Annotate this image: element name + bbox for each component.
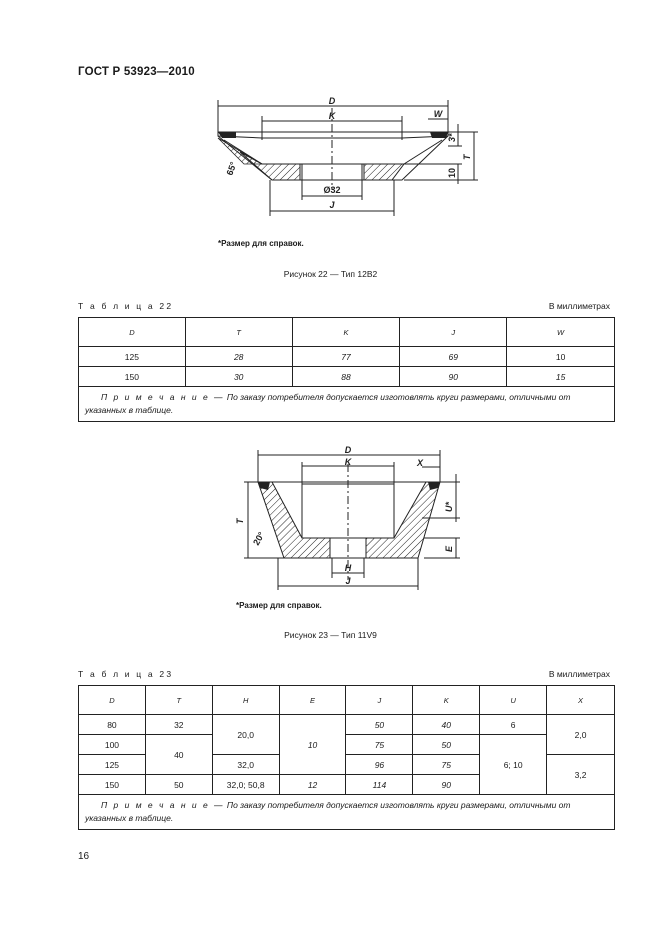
- cell: 50: [145, 775, 212, 795]
- dim-K-label: K: [344, 457, 352, 467]
- table-22-units: В миллиметрах: [548, 301, 610, 311]
- dim-U-label: U*: [444, 501, 454, 512]
- header-E: E: [279, 686, 346, 715]
- table-22: [78, 317, 615, 422]
- table-row: [79, 367, 615, 387]
- cell: 32,0: [212, 755, 279, 775]
- table-23-label: Т а б л и ц а 23: [78, 669, 174, 679]
- note-text: По заказу потребителя допускается изготовлять круги размерами, отличными от указанных в таблице.: [85, 392, 571, 415]
- cell: 30: [185, 367, 292, 387]
- cell: 150: [79, 775, 146, 795]
- page-number: 16: [78, 851, 90, 862]
- header-K: K: [292, 318, 400, 347]
- cell: 114: [346, 775, 413, 795]
- figure-22-drawing: [200, 88, 500, 258]
- dim-X-label: X: [416, 458, 424, 468]
- cell: 10: [279, 715, 346, 775]
- table-23-units: В миллиметрах: [548, 669, 610, 679]
- cell: 69: [400, 347, 507, 367]
- header-T: T: [185, 318, 292, 347]
- figure-23-caption: Рисунок 23 — Тип 11V9: [284, 630, 377, 640]
- cell: 6; 10: [480, 735, 547, 795]
- cell: 10: [507, 347, 615, 367]
- figure-23-footnote: *Размер для справок.: [236, 601, 322, 610]
- header-T: T: [145, 686, 212, 715]
- cell: 96: [346, 755, 413, 775]
- cell: 15: [507, 367, 615, 387]
- cell: 75: [346, 735, 413, 755]
- cell: 88: [292, 367, 400, 387]
- table-22-note-row: [79, 387, 615, 422]
- table-row: [79, 347, 615, 367]
- header-U: U: [480, 686, 547, 715]
- table-23: [78, 685, 615, 830]
- dim-J-label: J: [345, 576, 351, 586]
- cell: 150: [79, 367, 186, 387]
- dim-E-label: E: [444, 545, 454, 552]
- cell: 90: [413, 775, 480, 795]
- cell: 28: [185, 347, 292, 367]
- header-X: X: [547, 686, 615, 715]
- header-J: J: [400, 318, 507, 347]
- header-D: D: [79, 686, 146, 715]
- cell: 80: [79, 715, 146, 735]
- header-J: J: [346, 686, 413, 715]
- cell: 12: [279, 775, 346, 795]
- dim-K-label: K: [328, 111, 336, 121]
- dim-U-label: 3*: [447, 133, 457, 142]
- note-prefix: П р и м е ч а н и е —: [101, 800, 225, 810]
- angle-label: 20°: [251, 530, 267, 547]
- dim-J-label: J: [329, 200, 335, 210]
- table-22-note: [79, 387, 615, 422]
- cell: 40: [145, 735, 212, 775]
- figure-23-drawing: [225, 440, 475, 615]
- table-22-label: Т а б л и ц а 22: [78, 301, 174, 311]
- cell: 50: [346, 715, 413, 735]
- cell: 32: [145, 715, 212, 735]
- cell: 6: [480, 715, 547, 735]
- dim-T-label: T: [235, 518, 245, 524]
- dim-T-label: T: [462, 154, 472, 160]
- cell: 2,0: [547, 715, 615, 755]
- dim-W-label: W: [433, 109, 443, 119]
- document-header: ГОСТ Р 53923—2010: [78, 66, 195, 78]
- table-row: [79, 715, 615, 735]
- table-row: [79, 735, 615, 755]
- cell: 3,2: [547, 755, 615, 795]
- table-23-note: [79, 795, 615, 830]
- angle-label: 65°: [224, 160, 239, 177]
- bore-label: Ø32: [323, 185, 341, 195]
- cell: 50: [413, 735, 480, 755]
- header-W: W: [507, 318, 615, 347]
- header-H: H: [212, 686, 279, 715]
- dim-D-label: D: [344, 445, 352, 455]
- figure-22-footnote: *Размер для справок.: [218, 239, 304, 248]
- note-prefix: П р и м е ч а н и е —: [101, 392, 225, 402]
- table-23-note-row: [79, 795, 615, 830]
- dim-D-label: D: [328, 96, 336, 106]
- cell: 40: [413, 715, 480, 735]
- header-D: D: [79, 318, 186, 347]
- cell: 20,0: [212, 715, 279, 755]
- cell: 32,0; 50,8: [212, 775, 279, 795]
- cell: 77: [292, 347, 400, 367]
- cell: 125: [79, 347, 186, 367]
- header-K: K: [413, 686, 480, 715]
- note-text: По заказу потребителя допускается изготовлять круги размерами, отличными от указанных в таблице.: [85, 800, 571, 823]
- cell: 90: [400, 367, 507, 387]
- dim-E-label: 10: [447, 167, 457, 178]
- cell: 100: [79, 735, 146, 755]
- table-23-header-row: [79, 686, 615, 715]
- cell: 75: [413, 755, 480, 775]
- figure-22-caption: Рисунок 22 — Тип 12В2: [283, 269, 378, 279]
- dim-H-label: H: [344, 563, 352, 573]
- table-22-header-row: [79, 318, 615, 347]
- cell: 125: [79, 755, 146, 775]
